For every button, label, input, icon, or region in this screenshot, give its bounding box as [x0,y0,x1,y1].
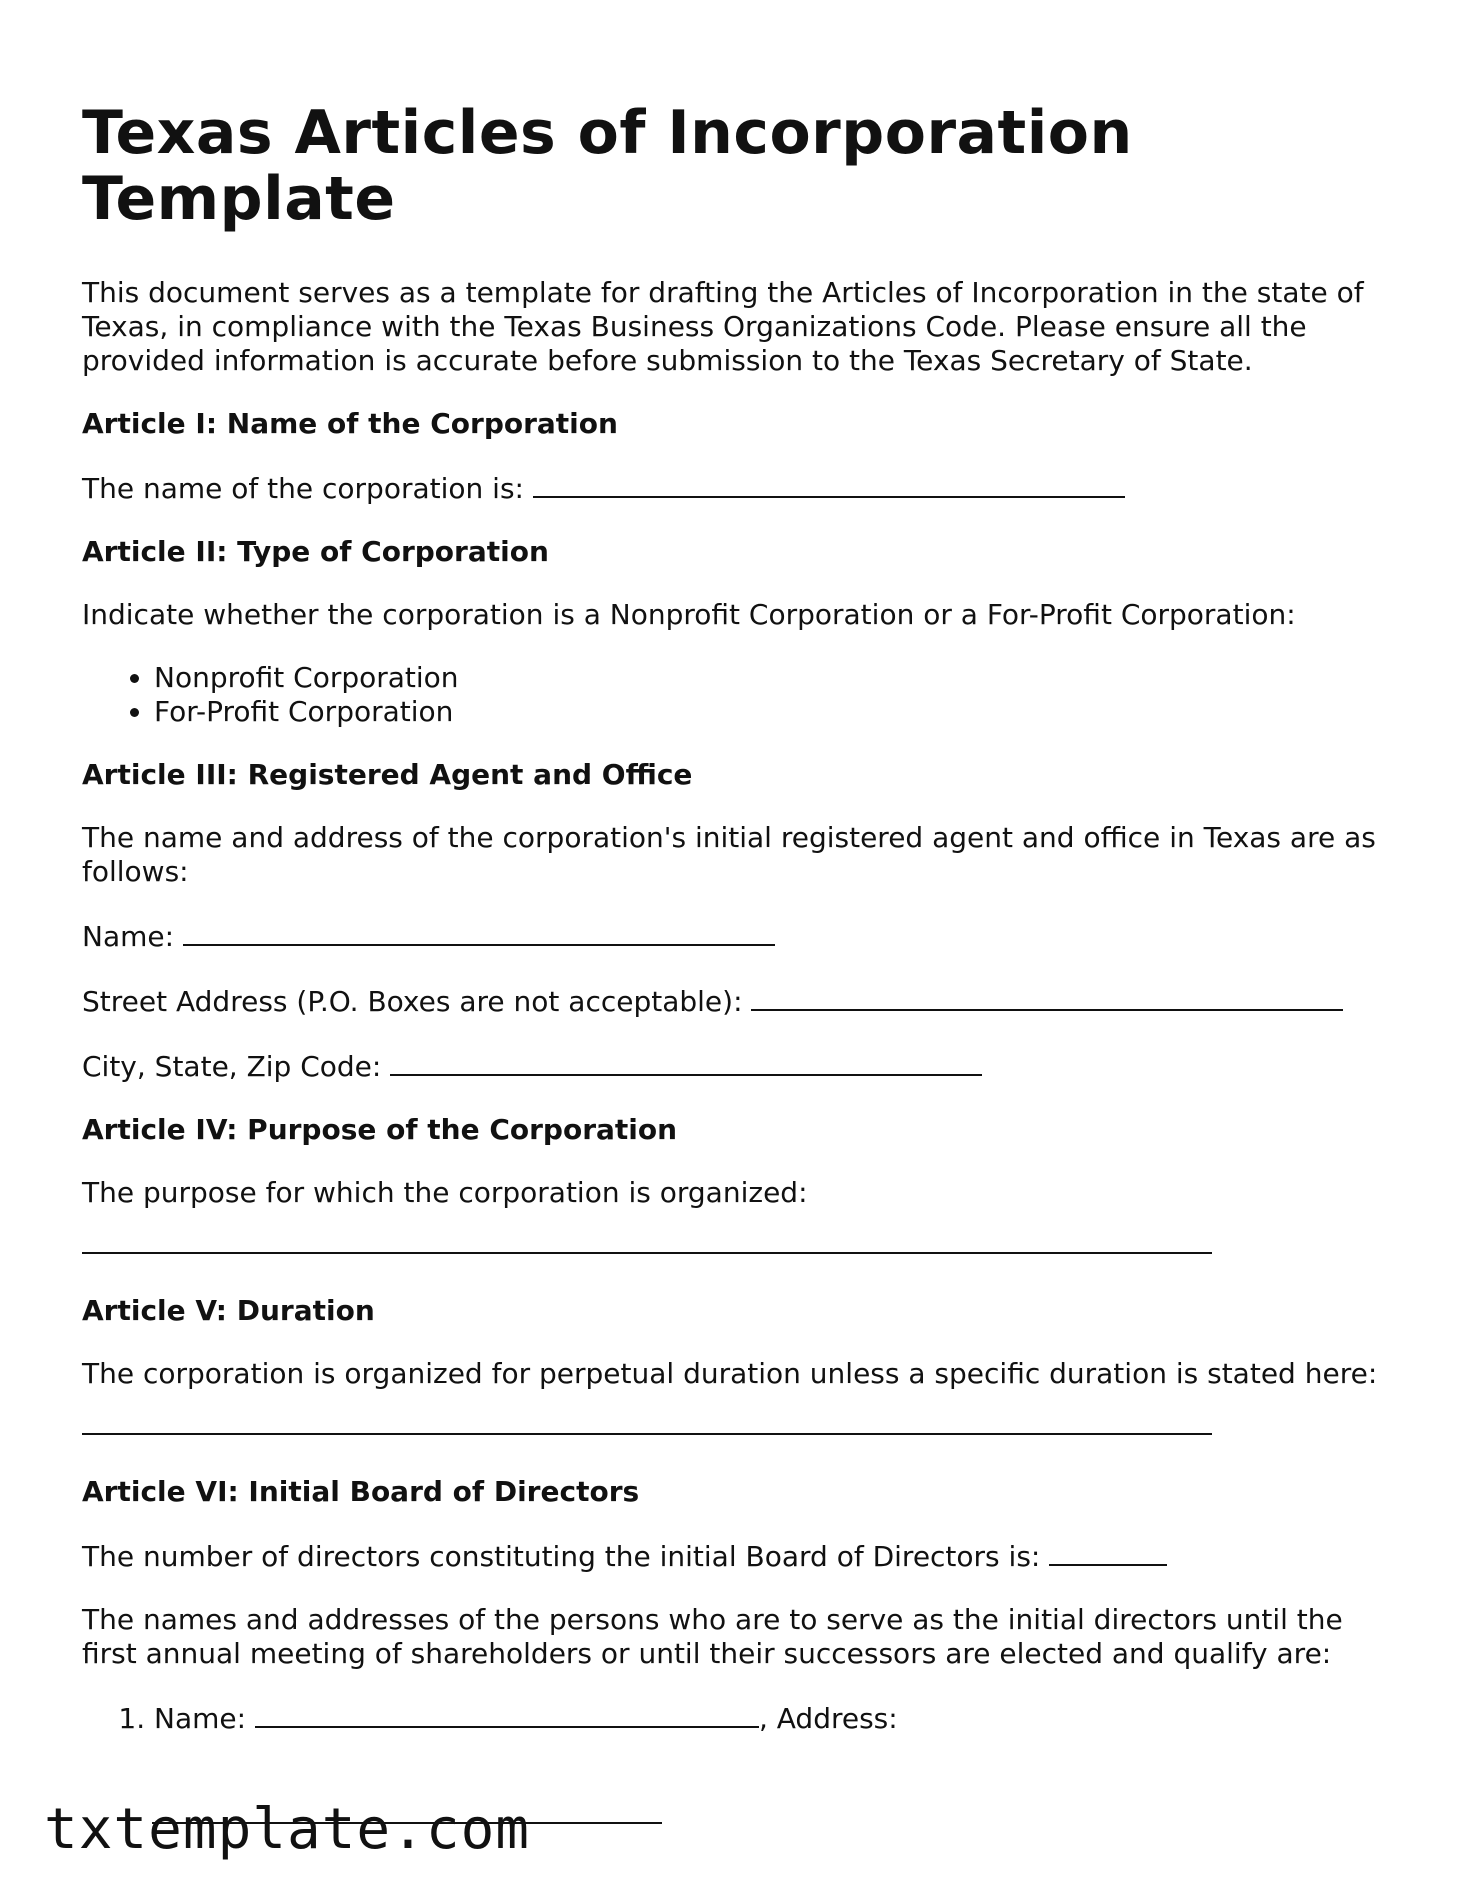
duration-blank[interactable] [82,1431,1212,1435]
option-for-profit: • For-Profit Corporation [154,695,1388,729]
article-4-text: The purpose for which the corporation is organized: [82,1176,808,1209]
purpose-blank[interactable] [82,1250,1212,1254]
document-title: Texas Articles of Incorporation Template [82,98,1133,234]
intro-paragraph: This document serves as a template for drafting the Articles of Incorporation in the state of Texas, in compliance with the Texas Business Organizations Code. Please ensure all the provided information is accurate before submission to the Texas Secretary of State. [82,276,1364,377]
agent-name-row [82,918,1388,954]
agent-name-blank[interactable] [183,918,775,946]
directors-list [82,1700,1388,1736]
director-name-blank[interactable] [255,1700,759,1728]
corporation-name-blank[interactable] [533,470,1125,498]
article-3-text: The name and address of the corporation's initial registered agent and office in Texas are as follows: [82,821,1376,888]
director-address-label: , Address: [758,1702,898,1735]
director-name-label: Name: [154,1702,247,1735]
watermark: txtemplate.com [44,1797,531,1862]
option-nonprofit: • Nonprofit Corporation [154,661,1388,695]
article-5-text: The corporation is organized for perpetual duration unless a specific duration is stated here: [82,1357,1378,1390]
agent-name-label: Name: [82,920,175,953]
corporation-type-list [82,661,1388,729]
director-count-blank[interactable] [1049,1538,1167,1566]
article-1-heading: Article I: Name of the Corporation [82,407,618,440]
street-address-label: Street Address (P.O. Boxes are not acceptable): [82,985,743,1018]
corporation-name-label: The name of the corporation is: [82,472,524,505]
director-count-label: The number of directors constituting the initial Board of Directors is: [82,1540,1041,1573]
article-4-heading: Article IV: Purpose of the Corporation [82,1113,678,1146]
city-state-zip-blank[interactable] [390,1048,982,1076]
street-address-row [82,983,1388,1019]
street-address-blank[interactable] [751,983,1343,1011]
article-2-heading: Article II: Type of Corporation [82,535,549,568]
article-5-heading: Article V: Duration [82,1294,375,1327]
director-count-row [82,1538,1388,1574]
article-3-heading: Article III: Registered Agent and Office [82,758,693,791]
city-state-zip-row [82,1048,1388,1084]
article-1-text [82,470,1388,506]
article-2-text: Indicate whether the corporation is a Nonprofit Corporation or a For-Profit Corporation: [82,598,1296,631]
city-state-zip-label: City, State, Zip Code: [82,1050,382,1083]
article-6-heading: Article VI: Initial Board of Directors [82,1475,640,1508]
article-6-names-text: The names and addresses of the persons who are to serve as the initial directors until the first annual meeting of shareholders or until their successors are elected and qualify are: [82,1603,1343,1670]
director-item [154,1700,1388,1736]
